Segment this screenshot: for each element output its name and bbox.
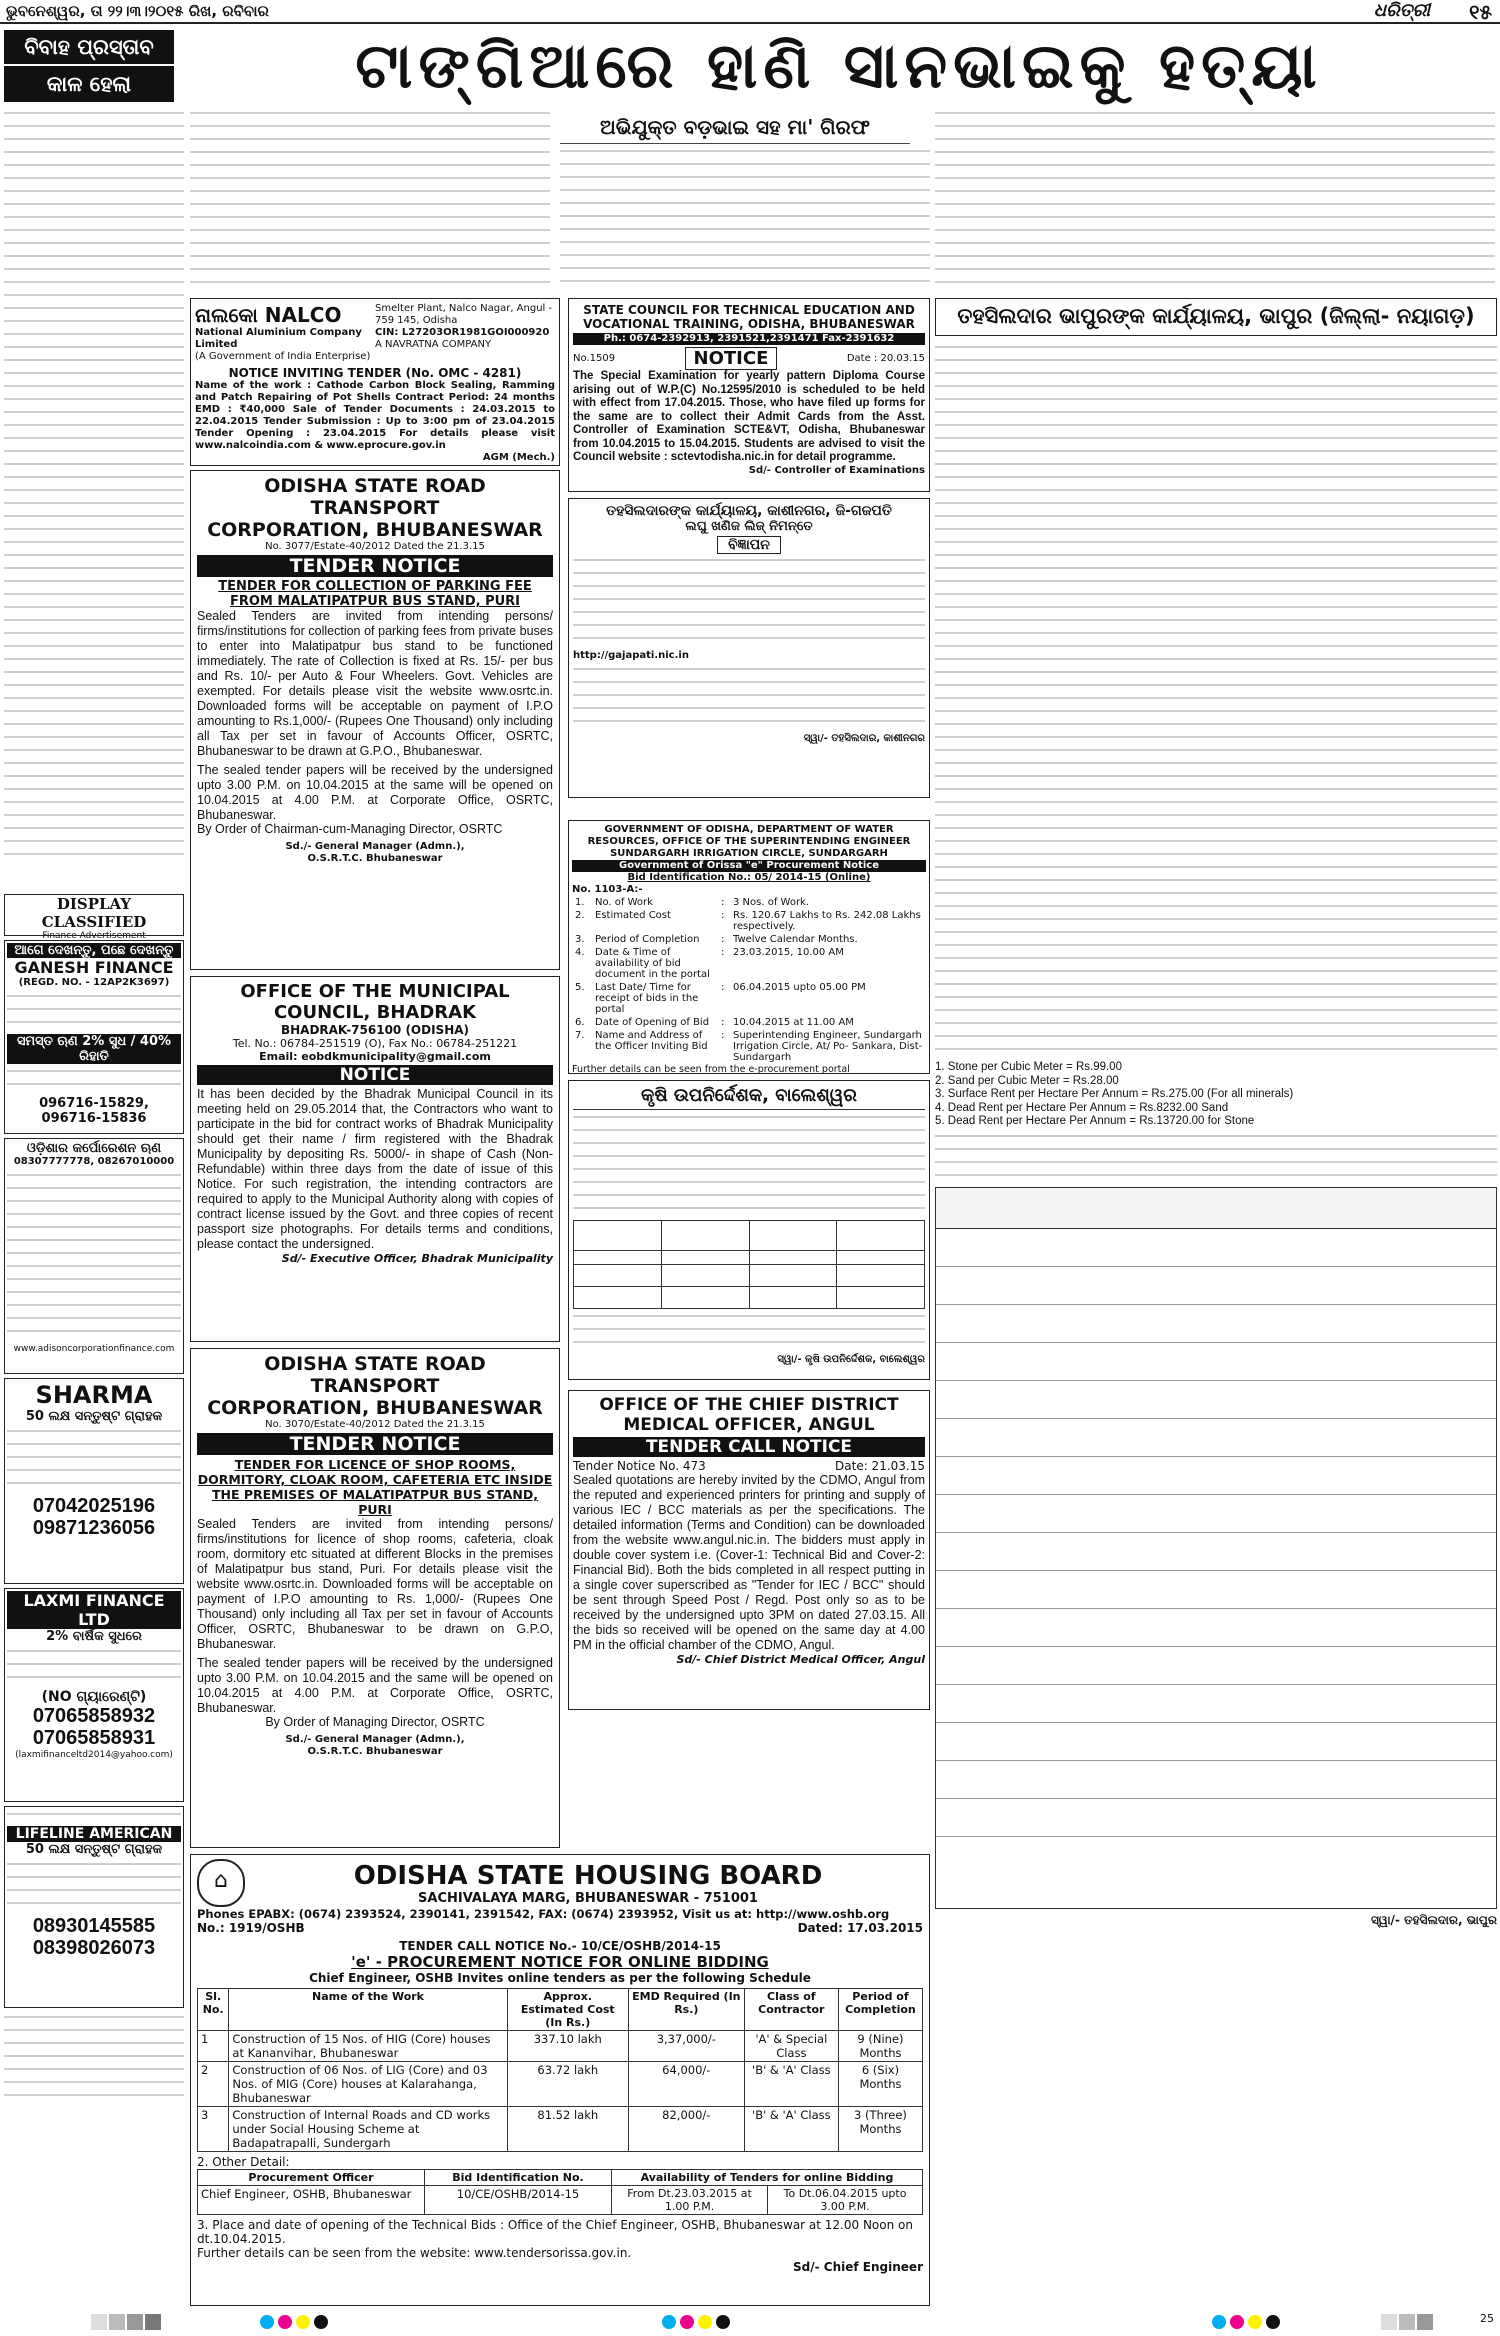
nalco-address: Smelter Plant, Nalco Nagar, Angul - 759 145, Odisha (375, 303, 553, 326)
irr-further: Further details can be seen from the e-procurement portal (572, 1064, 850, 1074)
osrtc2-title1: ODISHA STATE ROAD TRANSPORT (264, 1353, 486, 1397)
cdmo-date: Date: 21.03.15 (835, 1459, 925, 1473)
osrtc1-sub: TENDER FOR COLLECTION OF PARKING FEE FROM MALATIPATPUR BUS STAND, PURI (218, 579, 532, 609)
table-row (574, 1251, 925, 1265)
gajapati-title: ତହସିଲଦାରଙ୍କ କାର୍ଯ୍ୟାଳୟ, କାଶୀନଗର, ଜି-ଗଜପତି (606, 503, 892, 519)
osrtc2-body: Sealed Tenders are invited from intending persons/ firms/institutions for licence of shop rooms, cafeteria, cloak room, dormitory etc situated at different Blocks in the premises of Malatipatpur bus stand, Puri. For details please visit the website www.osrtc.in. Downloaded forms will be acceptable on payment of I.P.O amounting to Rs. 1,000/- (Rupees One Thousand) only including all Tax per set in favour of Accounts Officer, OSRTC, Bhubaneswar to be drawn on G.P.O, Bhubaneswar. (197, 1517, 553, 1651)
agri-title: କୃଷି ଉପନିର୍ଦ୍ଦେଶକ, ବାଲେଶ୍ୱର (573, 1085, 925, 1110)
bhadrak-body: It has been decided by the Bhadrak Municipal Council in its meeting held on 29.05.2014 that, the Contractors who want to participate in the bid for contract works of Bhadrak Municipality should get their name / firm registered with the Bhadrak Municipality by depositing Rs. 5000/- in shape of Cash (Non-Refundable) within three days from the date of issue of this Notice. For such registration, the intending contractors are required to apply to the Municipal Authority along with copies of contract license issued by the Govt. and three copies of recent passport size photographs. For details terms and conditions, please contact the undersigned. (197, 1087, 553, 1251)
osrtc-parking-tender-ad (190, 470, 560, 970)
irr-head2: RESOURCES, OFFICE OF THE SUPERINTENDING ENGINEER (587, 836, 911, 847)
irr-no: No. 1103-A:- (572, 884, 643, 895)
table-row: 4. Date & Time of availability of bid document in the portal : 23.03.2015, 10.00 AM (575, 947, 844, 980)
masthead (0, 0, 1500, 24)
nalco-cin: CIN: L27203OR1981GOI000920 (375, 327, 550, 338)
table-row (574, 1221, 925, 1251)
display-classified-title: DISPLAY CLASSIFIED (41, 895, 147, 931)
oshb-emblem-icon: ⌂ (197, 1859, 245, 1907)
table-row (574, 1265, 925, 1287)
osrtc2-body2: The sealed tender papers will be received by the undersigned upto 3.00 P.M. on 10.04.2015 and the same will be opened on 10.04.2015 at 4.00 P.M. at Corporate Office, OSRTC, Bhubaneswar. (197, 1656, 553, 1715)
irrigation-eprocurement-ad (568, 820, 930, 1074)
headline-tag (4, 30, 174, 102)
oshb-sign: Sd/- Chief Engineer (793, 2260, 923, 2274)
irr-table (572, 896, 926, 1064)
bhadrak-email: Email: eobdkmunicipality@gmail.com (259, 1050, 491, 1063)
osrtc2-sign1: Sd./- General Manager (Admn.), (285, 1733, 465, 1745)
laxmi-email: (laxmifinanceltd2014@yahoo.com) (15, 1750, 173, 1760)
news-column-right (935, 106, 1495, 294)
sharma-rate: 50 ଲକ୍ଷ ସନ୍ତୁଷ୍ଟ ଗ୍ରାହକ (25, 1409, 163, 1424)
ganesh-reg: (REGD. NO. - 12AP2K3697) (18, 977, 170, 988)
page-number: ୧୫ (1469, 0, 1492, 24)
oshb-phones: Phones EPABX: (0674) 2393524, 2390141, 2391542, FAX: (0674) 2393952, Visit us at: http://www.oshb.org (197, 1907, 890, 1921)
table-header: Procurement Officer Bid Identification No. Availability of Tenders for online Bidding (198, 2170, 923, 2186)
laxmi-phone2: 07065858931 (32, 1727, 156, 1749)
bhadrak-notice: NOTICE (197, 1065, 553, 1085)
scte-body: The Special Examination for yearly pattern Diploma Course arising out of W.P.(C) No.12595/2010 is scheduled to be held with effect from 17.04.2015. Those, who have filed up forms for the same are to collect their Admit Cards from the Asst. Controller of Examination SCTE&VT, Odisha, Bhubaneswar from 10.04.2015 to 15.04.2015. Students are advised to visit the Council website : sctevtodisha.nic.in for detail programme. (573, 370, 925, 463)
osrtc1-sign2: O.S.R.T.C. Bhubaneswar (307, 852, 443, 864)
table-row: 1 Construction of 15 Nos. of HIG (Core) houses at Kananvihar, Bhubaneswar 337.10 lakh 3,37,000/- 'A' & Special Class 9 (Nine) Months (198, 2031, 923, 2062)
scte-sign: Sd/- Controller of Examinations (748, 464, 925, 476)
nalco-gov: (A Government of India Enterprise) (195, 351, 371, 362)
scte-date: Date : 20.03.15 (846, 352, 925, 364)
osrtc2-notice: TENDER NOTICE (197, 1433, 553, 1455)
osrtc1-title2: CORPORATION, BHUBANESWAR (207, 519, 543, 541)
oshb-title: ODISHA STATE HOUSING BOARD (353, 1860, 823, 1891)
registration-bar (0, 2312, 1500, 2332)
newspaper-logo: ଧରିତ୍ରୀ (1373, 0, 1430, 21)
oshb-eproc: 'e' - PROCUREMENT NOTICE FOR ONLINE BIDDING (351, 1953, 769, 1971)
cdmo-bar: TENDER CALL NOTICE (573, 1437, 925, 1457)
osrtc1-sign1: Sd./- General Manager (Admn.), (285, 840, 465, 852)
sharma-phone2: 09871236056 (32, 1517, 156, 1539)
bhapur-sign: ସ୍ୱା/- ତହସିଲଦାର, ଭାପୁର (1370, 1912, 1497, 1927)
osrtc1-title1: ODISHA STATE ROAD TRANSPORT (264, 475, 486, 519)
lifeline-name: LIFELINE AMERICAN (7, 1826, 181, 1842)
bhapur-item-3: 3. Surface Rent per Hectare Per Annum = Rs.275.00 (For all minerals) (935, 1088, 1294, 1100)
headline-tag-line2: କାଳ ହେଲା (4, 66, 174, 102)
nalco-company: National Aluminium Company Limited (195, 327, 362, 350)
sharma-finance-ad (4, 1378, 184, 1584)
gajapati-tahsildar-ad (568, 498, 930, 798)
osrtc1-ref: No. 3077/Estate-40/2012 Dated the 21.3.15 (265, 541, 485, 552)
headline-tag-line1: ବିବାହ ପ୍ରସ୍ତାବ (4, 30, 174, 64)
nalco-tender-ad (190, 298, 560, 466)
osrtc-shop-rooms-tender-ad (190, 1348, 560, 1848)
news-column-3 (560, 150, 930, 294)
lifeline-phone2: 08398026073 (32, 1937, 156, 1959)
cdmo-body: Sealed quotations are hereby invited by the CDMO, Angul from the reputed and experienced printers for printing and supply of various IEC / BCC materials as per the specifications. The detailed information (Terms and Condition) can be downloaded from the website www.angul.nic.in. The bidders must apply in double cover system i.e. (Cover-1: Technical Bid and Cover-2: Financial Bid). Both the bids completed in all respect putting in a single cover superscribed as "Tender for IEC / BCC" should be sent through Speed Post / Regd. Post only so as to be received by the undersigned upto 3PM on dated 27.03.15. All the bids so received will be opened on the same day at 4.00 PM in the official chamber of the CDMO, Angul. (573, 1473, 925, 1652)
osrtc1-body: Sealed Tenders are invited from intending persons/ firms/institutions for collection of parking fees from private buses to enter into Malatipatpur bus stand to be functioned immediately. The rate of Collection is fixed at Rs. 15/- per bus and Rs. 10/- per Auto & Four Wheelers. Govt. Vehicles are exempted. For details please visit the website www.osrtc.in. Downloaded forms will be acceptable on payment of I.P.O amounting to Rs.1,000/- (Rupees One Thousand) only including all Tax per set in favour of Accounts Officer, OSRTC, Bhubaneswar to be drawn at G.P.O., Bhubaneswar. (197, 609, 553, 758)
nalco-sign: AGM (Mech.) (482, 452, 555, 463)
oshb-no: No.: 1919/OSHB (197, 1921, 305, 1935)
bhapur-item-5: 5. Dead Rent per Hectare Per Annum = Rs.13720.00 for Stone (935, 1115, 1255, 1127)
table-row: 3 Construction of Internal Roads and CD works under Social Housing Scheme at Badapatrapalli, Sundergarh 81.52 lakh 82,000/- 'B' & 'A' Class 3 (Three) Months (198, 2107, 923, 2152)
cdmo-title1: OFFICE OF THE CHIEF DISTRICT (599, 1395, 899, 1415)
osrtc2-order: By Order of Managing Director, OSRTC (265, 1715, 485, 1729)
oshb-addr: SACHIVALAYA MARG, BHUBANESWAR - 751001 (418, 1890, 758, 1906)
footer-page: 25 (1480, 2312, 1494, 2325)
oshb-chief: Chief Engineer, OSHB Invites online tenders as per the following Schedule (309, 1971, 811, 1985)
adison-finance-ad (4, 1138, 184, 1374)
ganesh-finance-ad (4, 940, 184, 1134)
gajapati-sub: ଲଘୁ ଖଣିଜ ଲିଜ୍ ନିମନ୍ତେ (685, 519, 813, 534)
laxmi-finance-ad (4, 1588, 184, 1802)
laxmi-phone1: 07065858932 (32, 1705, 156, 1727)
scte-org1: STATE COUNCIL FOR TECHNICAL EDUCATION AND (583, 303, 915, 317)
agri-deputy-director-ad (568, 1080, 930, 1380)
lifeline-rate: 50 ଲକ୍ଷ ସନ୍ତୁଷ୍ଟ ଗ୍ରାହକ (25, 1842, 163, 1857)
table-header: Sl. No. Name of the Work Approx. Estimated Cost (In Rs.) EMD Required (In Rs.) Class of Contractor Period of Completion (198, 1989, 923, 2031)
scte-no: No.1509 (573, 352, 616, 364)
adi-phone: 08307777778, 08267010000 (13, 1156, 175, 1167)
lifeline-phone1: 08930145585 (32, 1915, 156, 1937)
cdmo-tender-ad (568, 1390, 930, 1710)
classified-column (4, 894, 184, 2310)
oshb-place: 3. Place and date of opening of the Technical Bids : Office of the Chief Engineer, OSHB, Bhubaneswar at 12.00 Noon on dt.10.04.2015. (197, 2218, 913, 2246)
irr-bid: Bid Identification No.: 05/ 2014-15 (Online) (627, 872, 871, 883)
main-headline: ଟାଙ୍ଗିଆରେ ହାଣି ସାନଭାଇକୁ ହତ୍ୟା (355, 29, 1323, 102)
agri-sign: ସ୍ୱା/- କୃଷି ଉପନିର୍ଦ୍ଦେଶକ, ବାଲେଶ୍ୱର (777, 1354, 925, 1365)
oshb-tender-ad (190, 1854, 930, 2306)
irr-head1: GOVERNMENT OF ODISHA, DEPARTMENT OF WATER (604, 824, 894, 835)
laxmi-nogar: (NO ଗ୍ୟାରେଣ୍ଟି) (41, 1689, 147, 1705)
osrtc2-sub: TENDER FOR LICENCE OF SHOP ROOMS, DORMITORY, CLOAK ROOM, CAFETERIA ETC INSIDE THE PREMISES OF MALATIPATPUR BUS STAND, PURI (197, 1457, 553, 1517)
osrtc2-title2: CORPORATION, BHUBANESWAR (207, 1397, 543, 1419)
oshb-table2 (197, 2169, 923, 2215)
table-row: 2 Construction of 06 Nos. of LIG (Core) and 03 Nos. of MIG (Core) houses at Kalarahanga, Bhubaneswar 63.72 lakh 64,000/- 'B' & 'A' Class 6 (Six) Months (198, 2062, 923, 2107)
bhadrak-title1: OFFICE OF THE MUNICIPAL (240, 981, 510, 1002)
bhapur-title: ତହସିଲଦାର ଭାପୁରଙ୍କ କାର୍ଯ୍ୟାଳୟ, ଭାପୁର (ଜିଲ୍ଲା- ନୟାଗଡ଼) (935, 298, 1497, 336)
nalco-navratna: A NAVRATNA COMPANY (375, 339, 492, 350)
bhapur-item-2: 2. Sand per Cubic Meter = Rs.28.00 (935, 1074, 1119, 1087)
oshb-date: Dated: 17.03.2015 (797, 1921, 923, 1935)
gajapati-sign: ସ୍ୱା/- ତହସିଲଦାର, କାଶୀନଗର (803, 733, 925, 744)
scte-org2: VOCATIONAL TRAINING, ODISHA, BHUBANESWAR (583, 317, 915, 331)
table-row: 1. No. of Work : 3 Nos. of Work. (575, 897, 810, 908)
irr-bar: Government of Orissa "e" Procurement Notice (572, 860, 926, 872)
nalco-notice-title: NOTICE INVITING TENDER (No. OMC - 4281) (228, 366, 522, 380)
irr-head3: SUNDARGARH IRRIGATION CIRCLE, SUNDARGARH (610, 848, 888, 859)
ganesh-head: ଆଗେ ଦେଖନ୍ତୁ, ପଛେ ଦେଖନ୍ତୁ (7, 943, 181, 958)
cdmo-title2: MEDICAL OFFICER, ANGUL (623, 1415, 875, 1435)
bhapur-item-1: 1. Stone per Cubic Meter = Rs.99.00 (935, 1061, 1122, 1073)
page-date: ଭୁବନେଶ୍ୱର, ତା ୨୨।୩।୨୦୧୫ ରିଖ, ରବିବାର (6, 2, 269, 20)
oshb-call: TENDER CALL NOTICE No.- 10/CE/OSHB/2014-15 (399, 1939, 721, 1953)
gajapati-badge: ବିଜ୍ଞାପନ (717, 536, 781, 554)
scte-phone: Ph.: 0674-2392913, 2391521,2391471 Fax-2391632 (573, 333, 925, 345)
table-row: Chief Engineer, OSHB, Bhubaneswar 10/CE/OSHB/2014-15 From Dt.23.03.2015 at 1.00 P.M. To Dt.06.04.2015 upto 3.00 P.M. (198, 2186, 923, 2215)
scte-title: NOTICE (685, 347, 778, 370)
sharma-phone1: 07042025196 (32, 1495, 156, 1517)
osrtc1-body2: The sealed tender papers will be received by the undersigned upto 3.00 P.M. on 10.04.2015 at the same will be opened on 10.04.2015 at 4.00 P.M. at Corporate Office, OSRTC, Bhubaneswar. (197, 763, 553, 822)
table-row: 7. Name and Address of the Officer Inviting Bid : Superintending Engineer, Sundargarh Irrigation Circle, At/ Po- Sankara, Dist-Sundargarh (575, 1030, 923, 1063)
osrtc2-ref: No. 3070/Estate-40/2012 Dated the 21.3.15 (265, 1419, 485, 1430)
news-column-left (4, 106, 184, 886)
gajapati-web: http://gajapati.nic.in (573, 650, 689, 661)
table-row: 3. Period of Completion : Twelve Calendar Months. (575, 934, 858, 945)
display-classified-box (4, 894, 184, 941)
osrtc2-sign2: O.S.R.T.C. Bhubaneswar (307, 1745, 443, 1757)
table-row (574, 1287, 925, 1309)
ganesh-rate: ସମସ୍ତ ଋଣ 2% ସୁଧ / 40% ରିହାତି (7, 1034, 181, 1064)
table-row: 2. Estimated Cost : Rs. 120.67 Lakhs to Rs. 242.08 Lakhs respectively. (575, 910, 921, 932)
osrtc1-order: By Order of Chairman-cum-Managing Director, OSRTC (197, 822, 503, 836)
news-column-2 (190, 106, 550, 294)
bhadrak-sign: Sd/- Executive Officer, Bhadrak Municipality (281, 1252, 553, 1265)
oshb-further: Further details can be seen from the website: www.tendersorissa.gov.in. (197, 2246, 632, 2260)
ganesh-name: GANESH FINANCE (14, 958, 174, 977)
bhadrak-tel: Tel. No.: 06784-251519 (O), Fax No.: 06784-251221 (232, 1037, 518, 1050)
display-classified-sub: Finance Advertisement (42, 931, 146, 941)
bhapur-lease-table (935, 1187, 1497, 1909)
scte-notice-ad (568, 298, 930, 492)
bhapur-item-4: 4. Dead Rent per Hectare Per Annum = Rs.8232.00 Sand (935, 1101, 1229, 1114)
oshb-other: 2. Other Detail: (197, 2155, 290, 2169)
bhadrak-addr: BHADRAK-756100 (ODISHA) (280, 1023, 470, 1037)
lifeline-finance-ad (4, 1806, 184, 2008)
table-row: 5. Last Date/ Time for receipt of bids in the portal : 06.04.2015 upto 05.00 PM (575, 982, 866, 1015)
bhadrak-title2: COUNCIL, BHADRAK (273, 1002, 477, 1023)
adi-head: ଓଡ଼ିଶାର କର୍ପୋରେଶନ ଋଣ (26, 1141, 162, 1156)
ganesh-phone: 096716-15829, 096716-15836 (39, 1096, 149, 1126)
cdmo-no: Tender Notice No. 473 (573, 1459, 706, 1473)
adi-web: www.adisoncorporationfinance.com (13, 1344, 175, 1354)
table-row: 6. Date of Opening of Bid : 10.04.2015 at 11.00 AM (575, 1017, 854, 1028)
agri-table (573, 1220, 925, 1309)
laxmi-name: LAXMI FINANCE LTD (7, 1591, 181, 1629)
oshb-table (197, 1988, 923, 2152)
sharma-name: SHARMA (35, 1381, 153, 1409)
laxmi-rate: 2% ବାର୍ଷିକ ସୁଧରେ (46, 1629, 142, 1644)
cdmo-sign: Sd/- Chief District Medical Officer, Angul (676, 1653, 925, 1666)
nalco-body: Name of the work : Cathode Carbon Block Sealing, Ramming and Patch Repairing of Pot Shells Contract Period: 24 months EMD : ₹40,000 Sale of Tender Documents : 24.03.2015 to 22.04.2015 Tender Submission : Up to 3:00 pm of 23.04.2015 Tender Opening : 23.04.2015 For details please visit www.nalcoindia.com & www.eprocure.gov.in (195, 380, 555, 451)
bhapur-tahsildar-ad (935, 298, 1497, 2308)
nalco-logo: ନାଲକୋ NALCO (195, 303, 342, 327)
osrtc1-notice: TENDER NOTICE (197, 555, 553, 577)
headline-subtitle: ଅଭିଯୁକ୍ତ ବଡ଼ଭାଇ ସହ ମା' ଗିରଫ (560, 110, 910, 144)
bhadrak-municipal-notice (190, 976, 560, 1342)
